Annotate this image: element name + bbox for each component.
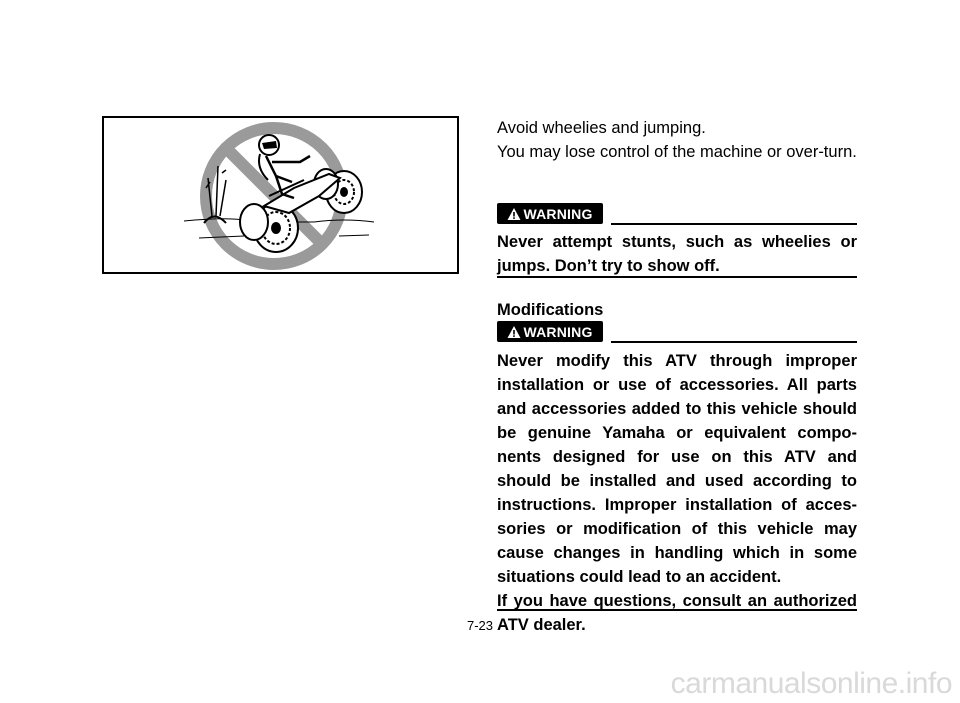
- warning-2-text-2: If you have questions, consult an authorized ATV dealer.: [497, 592, 857, 634]
- warning-rule-1: [611, 223, 857, 225]
- warning-label-1: WARNING: [523, 205, 593, 222]
- warning-2-end-rule: [497, 609, 857, 611]
- warning-header-1: [497, 203, 857, 225]
- warning-1-body: [497, 230, 857, 278]
- warning-header-2: [497, 321, 857, 343]
- intro-text-block: [497, 116, 857, 164]
- warning-triangle-icon: [507, 207, 521, 221]
- warning-badge-2: [497, 321, 603, 342]
- warning-triangle-icon: [507, 325, 521, 339]
- warning-2-body: [497, 349, 857, 637]
- atv-rider-drawing: [104, 118, 457, 272]
- page-number: 7-23: [466, 618, 494, 633]
- warning-2-text-1: Never modify this ATV through improper installation or use of accessories. All parts and accessories added to this vehicle should be genuine Yamaha or equivalent compo-nents designed for use on this ATV and should be installed and used according to instructions. Improper installation of acces-sories or modification of this vehicle may cause changes in handling which in some situations could lead to an accident.: [497, 352, 857, 586]
- section-heading: Modifications: [497, 301, 604, 319]
- watermark: carmanualsonline.info: [670, 667, 952, 700]
- atv-wheelie-illustration: [102, 116, 459, 274]
- intro-line-1: Avoid wheelies and jumping.: [497, 119, 706, 137]
- warning-1-text: Never attempt stunts, such as wheelies or jumps. Don’t try to show off.: [497, 233, 857, 275]
- modifications-section: [497, 298, 857, 322]
- warning-badge-1: [497, 203, 603, 224]
- warning-rule-2: [611, 341, 857, 343]
- warning-1-end-rule: [497, 276, 857, 278]
- warning-label-2: WARNING: [523, 323, 593, 340]
- intro-line-2: You may lose control of the machine or over-turn.: [497, 143, 857, 161]
